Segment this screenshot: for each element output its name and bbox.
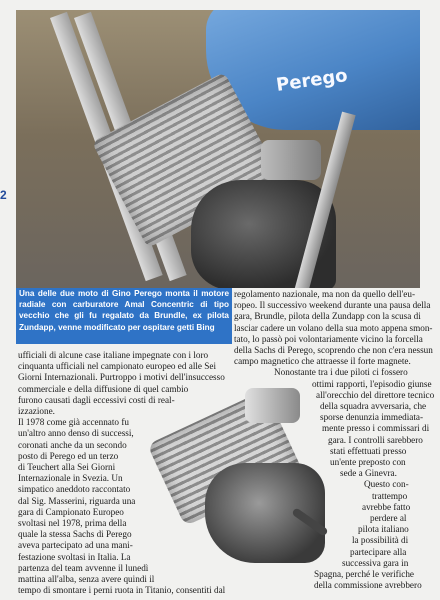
text-line: mente presso i commissari di	[322, 423, 430, 434]
text-line: pilota italiano	[358, 524, 409, 535]
text-line: la possibilità di	[352, 535, 409, 546]
text-line: successiva gara in	[342, 557, 409, 568]
text-line: aveva partecipato ad una mani-	[18, 540, 133, 551]
text-line: Internazionale in Svezia. Un	[18, 473, 123, 484]
text-line: festazione svoltasi in Italia. La	[18, 551, 131, 562]
text-line: della Sachs di Perego, scoprendo che non c'era nessun	[234, 345, 433, 356]
tank-logo: Perego	[274, 65, 349, 96]
text-line: partecipare alla	[350, 546, 407, 557]
text-line: campo magnetico che attraesse il forte magnete.	[234, 356, 411, 367]
text-line: svoltasi nel 1978, prima della	[18, 518, 127, 529]
left-column-text	[18, 350, 234, 596]
text-line: cinquanta ufficiali nel campionato europeo ed alle Sei	[18, 361, 217, 372]
text-line: tempo di smontare i perni ruota in Titanio, consentiti dal	[18, 585, 226, 596]
text-line: partenza del team avvenne il lunedì	[18, 562, 149, 573]
text-line: Questo con-	[364, 479, 409, 490]
text-line: Il 1978 come già accennato fu	[18, 417, 129, 428]
text-line: gara, Brundle, pilota della Zundapp con la scusa di	[234, 311, 421, 322]
text-line: gara. I controlli sarebbero	[328, 434, 423, 445]
text-line: commerciale e della diffusione di quel cambio	[18, 383, 189, 394]
text-line: della squadra avversaria, che	[320, 401, 427, 412]
text-line: sede a Ginevra.	[340, 468, 397, 479]
text-line: trattempo	[372, 490, 408, 501]
text-line: coronati anche da un secondo	[18, 439, 127, 450]
text-line: gara di Campionato Europeo	[18, 506, 124, 517]
text-line: ropeo. Il successivo weekend durante una pausa della	[234, 300, 431, 311]
text-line: all'orecchio del direttore tecnico	[316, 389, 435, 400]
text-line: regolamento nazionale, ma non da quello dell'eu-	[234, 289, 416, 299]
text-line: un'ente preposto con	[330, 457, 406, 468]
text-line: della commissione avrebbero	[314, 580, 422, 591]
text-line: simpatico aneddoto raccontato	[18, 484, 131, 495]
carburetor	[261, 140, 321, 180]
text-line: Nonostante tra i due piloti ci fossero	[274, 367, 408, 378]
page-number: 2	[0, 188, 7, 202]
text-line: izzazione.	[18, 406, 55, 417]
text-line: stati effettuati presso	[330, 445, 407, 456]
text-line: quale la stessa Sachs di Perego	[18, 529, 132, 540]
text-line: mattina all'alba, senza avere quindi il	[18, 574, 155, 585]
text-line: sporse denunzia immediata-	[320, 412, 424, 423]
text-line: avrebbe fatto	[362, 501, 411, 512]
photo-caption: Una delle due moto di Gino Perego monta il motore radiale con carburatore Amal Concentric di tipo vecchio che gli fu regalato da Brundle, ex pilota Zundapp, venne modificato per ospitare getti Bing	[16, 288, 232, 344]
text-line: Giorni Internazionali. Purtroppo i motivi dell'insuccesso	[18, 372, 225, 383]
text-line: tato, lo passò poi volontariamente vicino la forcella	[234, 333, 423, 344]
text-line: ufficiali di alcune case italiane impegnate con i loro	[18, 350, 209, 360]
text-line: furono causati dagli eccessivi costi di real-	[18, 394, 175, 405]
text-line: perdere al	[370, 513, 407, 524]
text-line: un'altro anno denso di successi,	[18, 428, 134, 439]
top-motorcycle-photo	[16, 10, 420, 288]
text-line: posto di Perego ed un terzo	[18, 450, 119, 461]
text-line: Spagna, perché le verifiche	[314, 569, 414, 580]
text-line: di Teuchert alla Sei Giorni	[18, 462, 116, 473]
text-line: lasciar cadere un volano della sua moto appena smon-	[234, 322, 433, 333]
carburetor	[245, 388, 300, 423]
text-line: dal Sig. Masserini, riguarda una	[18, 495, 136, 506]
text-line: ottimi rapporti, l'episodio giunse	[312, 378, 432, 389]
